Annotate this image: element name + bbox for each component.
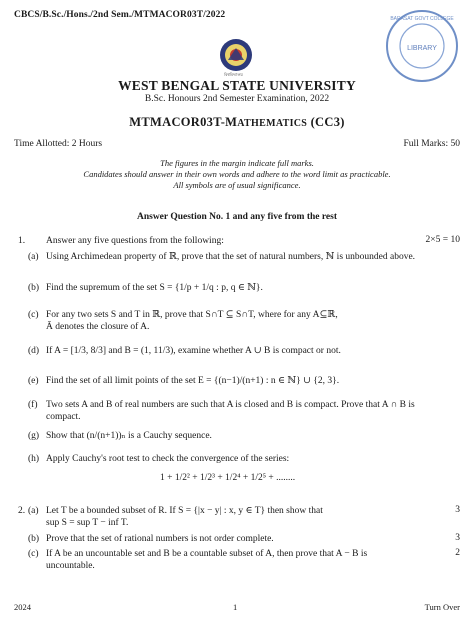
q2a-label: (a) [28, 506, 39, 516]
q1-intro: Answer any five questions from the following: [46, 236, 224, 246]
q1h-series: 1 + 1/2² + 1/2³ + 1/2⁴ + 1/2⁵ + ........ [160, 473, 296, 483]
q1c-text-1: For any two sets S and T in ℝ, prove that S∩T ⊆ S∩T, where for any A⊆ℝ, [46, 310, 338, 320]
course-smallcaps: ATHEMATICS [237, 118, 308, 129]
library-stamp [384, 8, 460, 84]
q2c-marks: 2 [455, 548, 460, 558]
university-name: WEST BENGAL STATE UNIVERSITY [118, 78, 356, 93]
time-allotted: Time Allotted: 2 Hours [14, 139, 103, 149]
q2b-marks: 3 [455, 533, 460, 543]
q1c-label: (c) [28, 310, 39, 320]
q2b-text: Prove that the set of rational numbers is not order complete. [46, 534, 274, 544]
q1d-label: (d) [28, 346, 40, 356]
university-logo [219, 38, 253, 72]
q1e-label: (e) [28, 376, 39, 386]
q1c-text-2: Ā denotes the closure of A. [46, 322, 150, 332]
full-marks: Full Marks: 50 [403, 139, 460, 149]
q1f-label: (f) [28, 400, 38, 410]
q1d-text: If A = [1/3, 8/3] and B = (1, 11/3), examine whether A ∪ B is compact or not. [46, 346, 341, 356]
q2a-text-1: Let T be a bounded subset of R. If S = {|x − y| : x, y ∈ T} then show that [46, 506, 323, 516]
q2a-marks: 3 [455, 505, 460, 515]
instruction-line-3: All symbols are of usual significance. [173, 180, 301, 190]
q1b-text [46, 282, 416, 294]
q1b-label: (b) [28, 283, 40, 293]
q1g-label: (g) [28, 431, 40, 441]
q1f-text: Two sets A and B of real numbers are such that A is closed and B is compact. Prove that A ∩ B is compact. [46, 400, 415, 422]
q2c-text: If A be an uncountable set and B be a countable subset of A, then prove that A − B is uncountable. [46, 549, 368, 571]
svg-text:BARASAT GOVT COLLEGE: BARASAT GOVT COLLEGE [390, 16, 454, 22]
answer-instruction: Answer Question No. 1 and any five from the rest [136, 212, 338, 222]
footer-year: 2024 [14, 602, 31, 612]
course-tail: (CC3) [307, 115, 345, 129]
footer-turn-over: Turn Over [424, 602, 460, 612]
course-main: MTMACOR03T-M [129, 115, 238, 129]
instruction-line-2: Candidates should answer in their own words and adhere to the word limit as practicable. [83, 169, 391, 179]
q1h-label: (h) [28, 454, 40, 464]
q1b-set: S = {1/p + 1/q : p, q ∈ ℕ}. [159, 283, 263, 293]
svg-text:LIBRARY: LIBRARY [407, 45, 437, 52]
q1b-prompt: Find the supremum of the set [46, 283, 158, 293]
q1-marks: 2×5 = 10 [425, 235, 460, 245]
q2b-label: (b) [28, 534, 40, 544]
q2a-text-2: sup S = sup T − inf T. [46, 518, 129, 528]
q1-number: 1. [18, 236, 26, 246]
q1a-label: (a) [28, 252, 39, 262]
q1h-text: Apply Cauchy's root test to check the convergence of the series: [46, 454, 290, 464]
exam-title: B.Sc. Honours 2nd Semester Examination, 2022 [144, 94, 330, 104]
q2c-label: (c) [28, 549, 39, 559]
footer-page-number: 1 [233, 602, 238, 612]
q2-number: 2. [18, 506, 26, 516]
q1a-text: Using Archimedean property of ℝ, prove that the set of natural numbers, ℕ is unbounded above. [46, 252, 416, 262]
course-title [0, 115, 474, 130]
q1e-text: Find the set of all limit points of the set E = {(n−1)/(n+1) : n ∈ ℕ} ∪ {2, 3}. [46, 376, 340, 386]
paper-code: CBCS/B.Sc./Hons./2nd Sem./MTMACOR03T/2022 [14, 10, 226, 20]
q1g-text: Show that (n/(n+1))ₙ is a Cauchy sequence. [46, 431, 212, 441]
logo-motto: বিশ্ববিদ্যালয় [224, 72, 243, 77]
instruction-line-1: The figures in the margin indicate full marks. [160, 158, 314, 168]
